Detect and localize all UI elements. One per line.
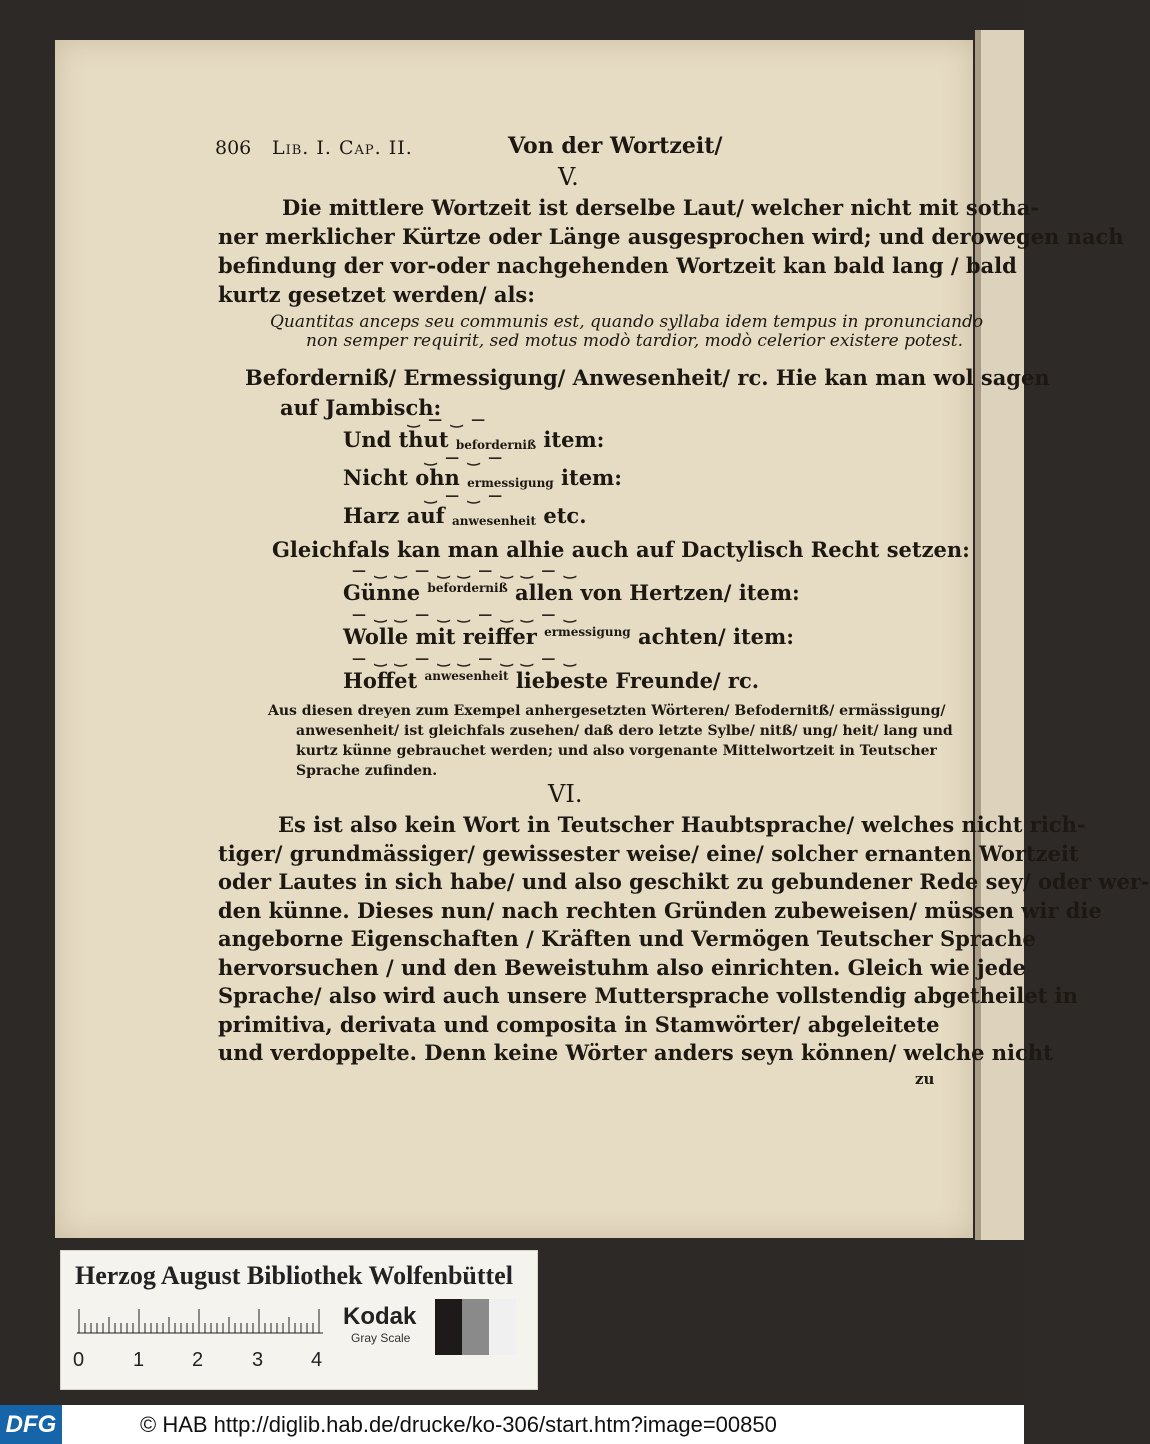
note-line: Sprache zufinden. (296, 763, 438, 779)
meter-marks: — ‿ ‿ — ‿ ‿ — ‿ ‿ — ‿ (352, 563, 578, 579)
ruler-number: 4 (311, 1349, 323, 1371)
copyright-url: © HAB http://diglib.hab.de/drucke/ko-306/start.htm?image=00850 (140, 1412, 777, 1437)
ruler-number: 0 (73, 1349, 85, 1371)
section-v-line: Die mittlere Wortzeit ist derselbe Laut/ welcher nicht mit sotha- (282, 195, 1040, 220)
latin-quote-line: Quantitas anceps seu communis est, quando syllaba idem tempus in pronunciando (270, 312, 984, 332)
ruler-scale (77, 1307, 323, 1347)
gray-scale-caption: Gray Scale (351, 1331, 411, 1345)
verse-pre: Wolle mit reiffer (343, 624, 537, 649)
page-number: 806 (215, 137, 252, 159)
section-vi-line: oder Lautes in sich habe/ und also geschikt zu gebundener Rede sey/ oder wer- (218, 869, 1150, 894)
dactylic-verse (343, 624, 794, 649)
meter-marks: ‿ — ‿ — (408, 412, 488, 428)
iambic-verse (343, 465, 622, 490)
section-vi-line: primitiva, derivata und composita in Stamwörter/ abgeleitete (218, 1012, 940, 1037)
meter-marks: — ‿ ‿ — ‿ ‿ — ‿ ‿ — ‿ (352, 651, 578, 667)
verse-example-word: anwesenheit (451, 514, 537, 528)
section-numeral-v: V. (558, 163, 579, 191)
gray-swatch-mid (462, 1299, 489, 1355)
verse-post: liebeste Freunde/ rc. (515, 668, 760, 693)
verse-post: item: (543, 427, 605, 452)
example-line: Beforderniß/ Ermessigung/ Anwesenheit/ rc. Hie kan man wol sagen (245, 365, 1050, 390)
gray-swatch-black (435, 1299, 462, 1355)
verse-post: etc. (543, 503, 587, 528)
latin-quote-line: non semper requirit, sed motus modò tardior, modò celerior existere potest. (306, 331, 964, 351)
ruler-number: 3 (252, 1349, 264, 1371)
section-v-line: befindung der vor-oder nachgehenden Wortzeit kan bald lang / bald (218, 253, 1017, 278)
lib-cap-reference: Lib. I. Cap. II. (272, 137, 413, 159)
iambic-verse (343, 503, 587, 528)
verse-post: item: (561, 465, 623, 490)
note-line: Aus diesen dreyen zum Exempel anhergesetzten Wörteren/ Befodernitß/ ermässigung/ (268, 703, 946, 719)
example-line: auf Jambisch: (280, 395, 442, 420)
note-line: kurtz künne gebrauchet werden; und also vorgenante Mittelwortzeit in Teutscher (296, 743, 937, 759)
section-vi-line: Sprache/ also wird auch unsere Muttersprache vollstendig abgetheilet in (218, 983, 1078, 1008)
ruler-number: 1 (133, 1349, 145, 1371)
verse-pre: Harz auf (343, 503, 445, 528)
section-v-line: kurtz gesetzet werden/ als: (218, 282, 535, 307)
meter-marks: ‿ — ‿ — (425, 488, 505, 504)
dactylic-verse (343, 668, 759, 693)
verse-pre: Nicht ohn (343, 465, 460, 490)
section-vi-line: Es ist also kein Wort in Teutscher Haubtsprache/ welches nicht rich- (278, 812, 1086, 837)
catchword: zu (915, 1070, 935, 1088)
dactylic-intro: Gleichfals kan man alhie auch auf Dactylisch Recht setzen: (272, 537, 970, 562)
verse-pre: Günne (343, 580, 421, 605)
section-vi-line: angeborne Eigenschaften / Kräften und Vermögen Teutscher Sprache (218, 926, 1036, 951)
verse-post: achten/ item: (638, 624, 794, 649)
verse-example-word: beforderniß (427, 581, 508, 595)
note-line: anwesenheit/ ist gleichfals zusehen/ daß dero letzte Sylbe/ nitß/ ung/ heit/ lang und (296, 723, 953, 739)
meter-marks: — ‿ ‿ — ‿ ‿ — ‿ ‿ — ‿ (352, 607, 578, 623)
section-vi-line: den künne. Dieses nun/ nach rechten Gründen zubeweisen/ müssen wir die (218, 898, 1102, 923)
section-numeral-vi: VI. (548, 780, 583, 808)
section-vi-line: hervorsuchen / und den Beweistuhm also einrichten. Gleich wie jede (218, 955, 1027, 980)
verse-example-word: beforderniß (455, 438, 537, 452)
gray-swatch-white (489, 1299, 516, 1355)
iambic-verse (343, 427, 604, 452)
verse-example-word: ermessigung (544, 625, 631, 639)
meter-marks: ‿ — ‿ — (425, 450, 505, 466)
dactylic-verse (343, 580, 800, 605)
section-v-line: ner merklicher Kürtze oder Länge ausgesprochen wird; und derowegen nach (218, 224, 1124, 249)
section-vi-line: tiger/ grundmässiger/ gewissester weise/ eine/ solcher ernanten Wortzeit (218, 841, 1079, 866)
running-title: Von der Wortzeit/ (508, 133, 723, 159)
library-color-card (60, 1250, 538, 1390)
library-name: Herzog August Bibliothek Wolfenbüttel (75, 1261, 513, 1290)
ruler-number: 2 (192, 1349, 204, 1371)
kodak-logo: Kodak (343, 1303, 417, 1330)
verse-example-word: anwesenheit (424, 669, 509, 683)
verse-pre: Und thut (343, 427, 449, 452)
verse-pre: Hoffet (343, 668, 418, 693)
dfg-logo: DFG (0, 1405, 62, 1444)
verse-example-word: ermessigung (467, 476, 554, 490)
section-vi-line: und verdoppelte. Denn keine Wörter anders seyn können/ welche nicht (218, 1040, 1053, 1065)
verse-post: allen von Hertzen/ item: (515, 580, 800, 605)
